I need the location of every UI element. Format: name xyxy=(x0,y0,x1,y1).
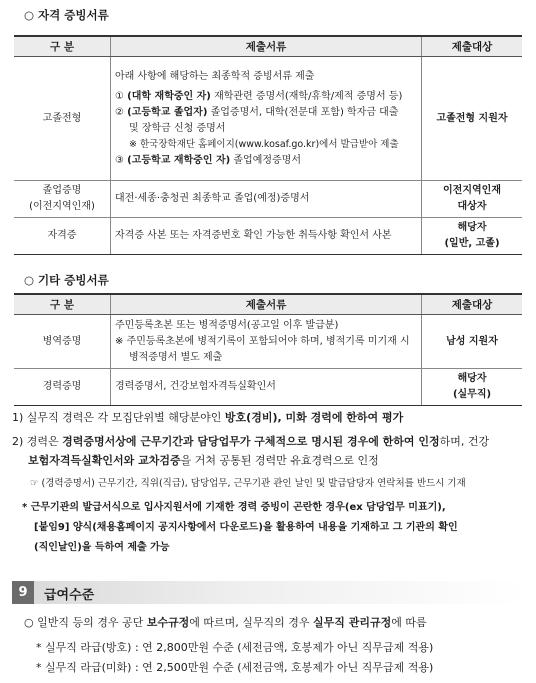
item-bold: (고등학교 재학중인 자) xyxy=(127,154,231,166)
note-bold: 경력증명서상에 근무기간과 담당업무가 구체적으로 명시된 경우에 한하여 인정 xyxy=(62,435,440,448)
other-documents-table xyxy=(14,293,522,406)
pay-text: ○ 일반직 등의 경우 공단 xyxy=(24,616,147,629)
target-line: 해당자 xyxy=(457,222,487,233)
section-number-badge: 9 xyxy=(12,581,34,604)
row-documents: 경력증명서, 건강보험자격득실확인서 xyxy=(111,369,422,406)
target-line: (실무직) xyxy=(452,389,492,400)
section-title-other xyxy=(24,272,109,288)
target-line: 해당자 xyxy=(457,373,487,384)
section-title-qualification xyxy=(24,7,109,23)
item-text: 재학관련 증명서(재학/휴학/제적 증명서 등) xyxy=(210,90,403,102)
pay-line-cleaning: * 실무직 라급(미화) : 연 2,500만원 수준 (세전금액, 호봉제가 아닌 직무급제 적용) xyxy=(36,661,434,674)
item-text: 졸업증명서, 대학(전문대 포함) 학자금 대출 xyxy=(207,106,399,118)
bullet-circle-icon: ○ xyxy=(24,273,35,287)
target-line: (일반, 고졸) xyxy=(444,238,500,249)
doc-line: 병적증명서 별도 제출 xyxy=(129,351,223,363)
pay-intro xyxy=(24,614,427,630)
table-row xyxy=(14,369,522,406)
doc-line: 주민등록초본 또는 병적증명서(공고일 이후 발급분) xyxy=(115,319,339,331)
item-text: 졸업예정증명서 xyxy=(230,154,302,166)
header-target: 제출대상 xyxy=(422,294,523,315)
target-line: 대상자 xyxy=(457,201,487,212)
row-target xyxy=(422,218,523,255)
target-line: 이전지역인재 xyxy=(443,185,501,196)
row-category: 경력증명 xyxy=(14,369,111,406)
note-2-sub: ☞ (경력증명서) 근무기간, 직위(직급), 담당업무, 근무기관 관인 날인 및 발급담당자 연락처를 반드시 기재 xyxy=(30,478,466,489)
table-row xyxy=(14,181,522,218)
note-bold: 방호(경비), 미화 경력에 한하여 평가 xyxy=(224,411,404,424)
row-documents xyxy=(111,315,422,369)
item-bold: (고등학교 졸업자) xyxy=(127,106,208,118)
note-bold: 보험자격득실확인서와 교차검증 xyxy=(28,454,181,467)
note-1 xyxy=(12,408,524,427)
note-text: 하며, 건강 xyxy=(439,435,490,448)
row-category: 병역증명 xyxy=(14,315,111,369)
item-number: ① xyxy=(115,90,124,102)
table-header-row xyxy=(14,36,522,57)
pay-bold: 보수규정 xyxy=(146,616,190,629)
pay-text: 에 따름 xyxy=(391,616,427,629)
section-title-text: 기타 증빙서류 xyxy=(38,273,109,287)
section-9-title: 급여수준 xyxy=(44,588,95,603)
note-line: * 근무기관의 발급서식으로 입사지원서에 기재한 경력 증빙이 곤란한 경우(ex 담당업무 미표기), xyxy=(22,502,446,513)
item-bold: (대학 재학중인 자) xyxy=(127,90,211,102)
doc-intro: 아래 사항에 해당하는 최종학적 증빙서류 제출 xyxy=(115,70,315,82)
category-line: 졸업증명 xyxy=(42,185,82,196)
doc-item-2-note: ※ 한국장학재단 홈페이지(www.kosaf.go.kr)에서 발급받아 제출 xyxy=(129,138,399,150)
table-header-row xyxy=(14,294,522,315)
note-line: (직인날인)을 득하여 제출 가능 xyxy=(34,542,170,553)
table-row xyxy=(14,57,522,181)
note-text: 1) 실무직 경력은 각 모집단위별 해당분야인 xyxy=(12,411,225,424)
pay-line-guard: * 실무직 라급(방호) : 연 2,800만원 수준 (세전금액, 호봉제가 아닌 직무급제 적용) xyxy=(36,641,434,654)
bullet-circle-icon: ○ xyxy=(24,8,35,22)
pay-text: 에 따르며, 실무직의 경우 xyxy=(189,616,313,629)
row-documents xyxy=(111,57,422,181)
section-title-text: 자격 증빙서류 xyxy=(38,8,109,22)
header-target: 제출대상 xyxy=(422,36,523,57)
row-category: 자격증 xyxy=(14,218,111,255)
pay-bold: 실무직 관리규정 xyxy=(312,616,392,629)
doc-item-3 xyxy=(115,153,417,169)
row-category: 고졸전형 xyxy=(14,57,111,181)
row-target: 고졸전형 지원자 xyxy=(422,57,523,181)
header-documents: 제출서류 xyxy=(111,294,422,315)
category-line: (이전지역인재) xyxy=(29,201,95,212)
section-9-header xyxy=(12,581,524,604)
row-target: 남성 지원자 xyxy=(422,315,523,369)
note-2 xyxy=(12,432,524,470)
note-text: 2) 경력은 xyxy=(12,435,63,448)
row-documents: 자격증 사본 또는 자격증번호 확인 가능한 취득사항 확인서 사본 xyxy=(111,218,422,255)
doc-item-2 xyxy=(115,105,417,121)
header-documents: 제출서류 xyxy=(111,36,422,57)
doc-item-1 xyxy=(115,89,417,105)
table-row xyxy=(14,315,522,369)
doc-line: ※ 주민등록초본에 병적기록이 포함되어야 하며, 병적기록 미기재 시 xyxy=(115,335,410,347)
header-category: 구 분 xyxy=(14,36,111,57)
row-category xyxy=(14,181,111,218)
note-3 xyxy=(22,498,526,558)
row-target xyxy=(422,181,523,218)
doc-item-2-cont: 및 장학금 신청 증명서 xyxy=(129,122,226,134)
qualification-documents-table xyxy=(14,35,522,255)
table-row xyxy=(14,218,522,255)
item-number: ③ xyxy=(115,154,124,166)
row-documents: 대전·세종·충청권 최종학교 졸업(예정)증명서 xyxy=(111,181,422,218)
item-number: ② xyxy=(115,106,124,118)
note-line: [붙임9] 양식(채용홈페이지 공지사항에서 다운로드)을 활용하여 내용을 기재하고 그 기관의 확인 xyxy=(34,522,458,533)
header-category: 구 분 xyxy=(14,294,111,315)
note-text: 을 거쳐 공통된 경력만 유효경력으로 인정 xyxy=(180,454,379,467)
row-target xyxy=(422,369,523,406)
